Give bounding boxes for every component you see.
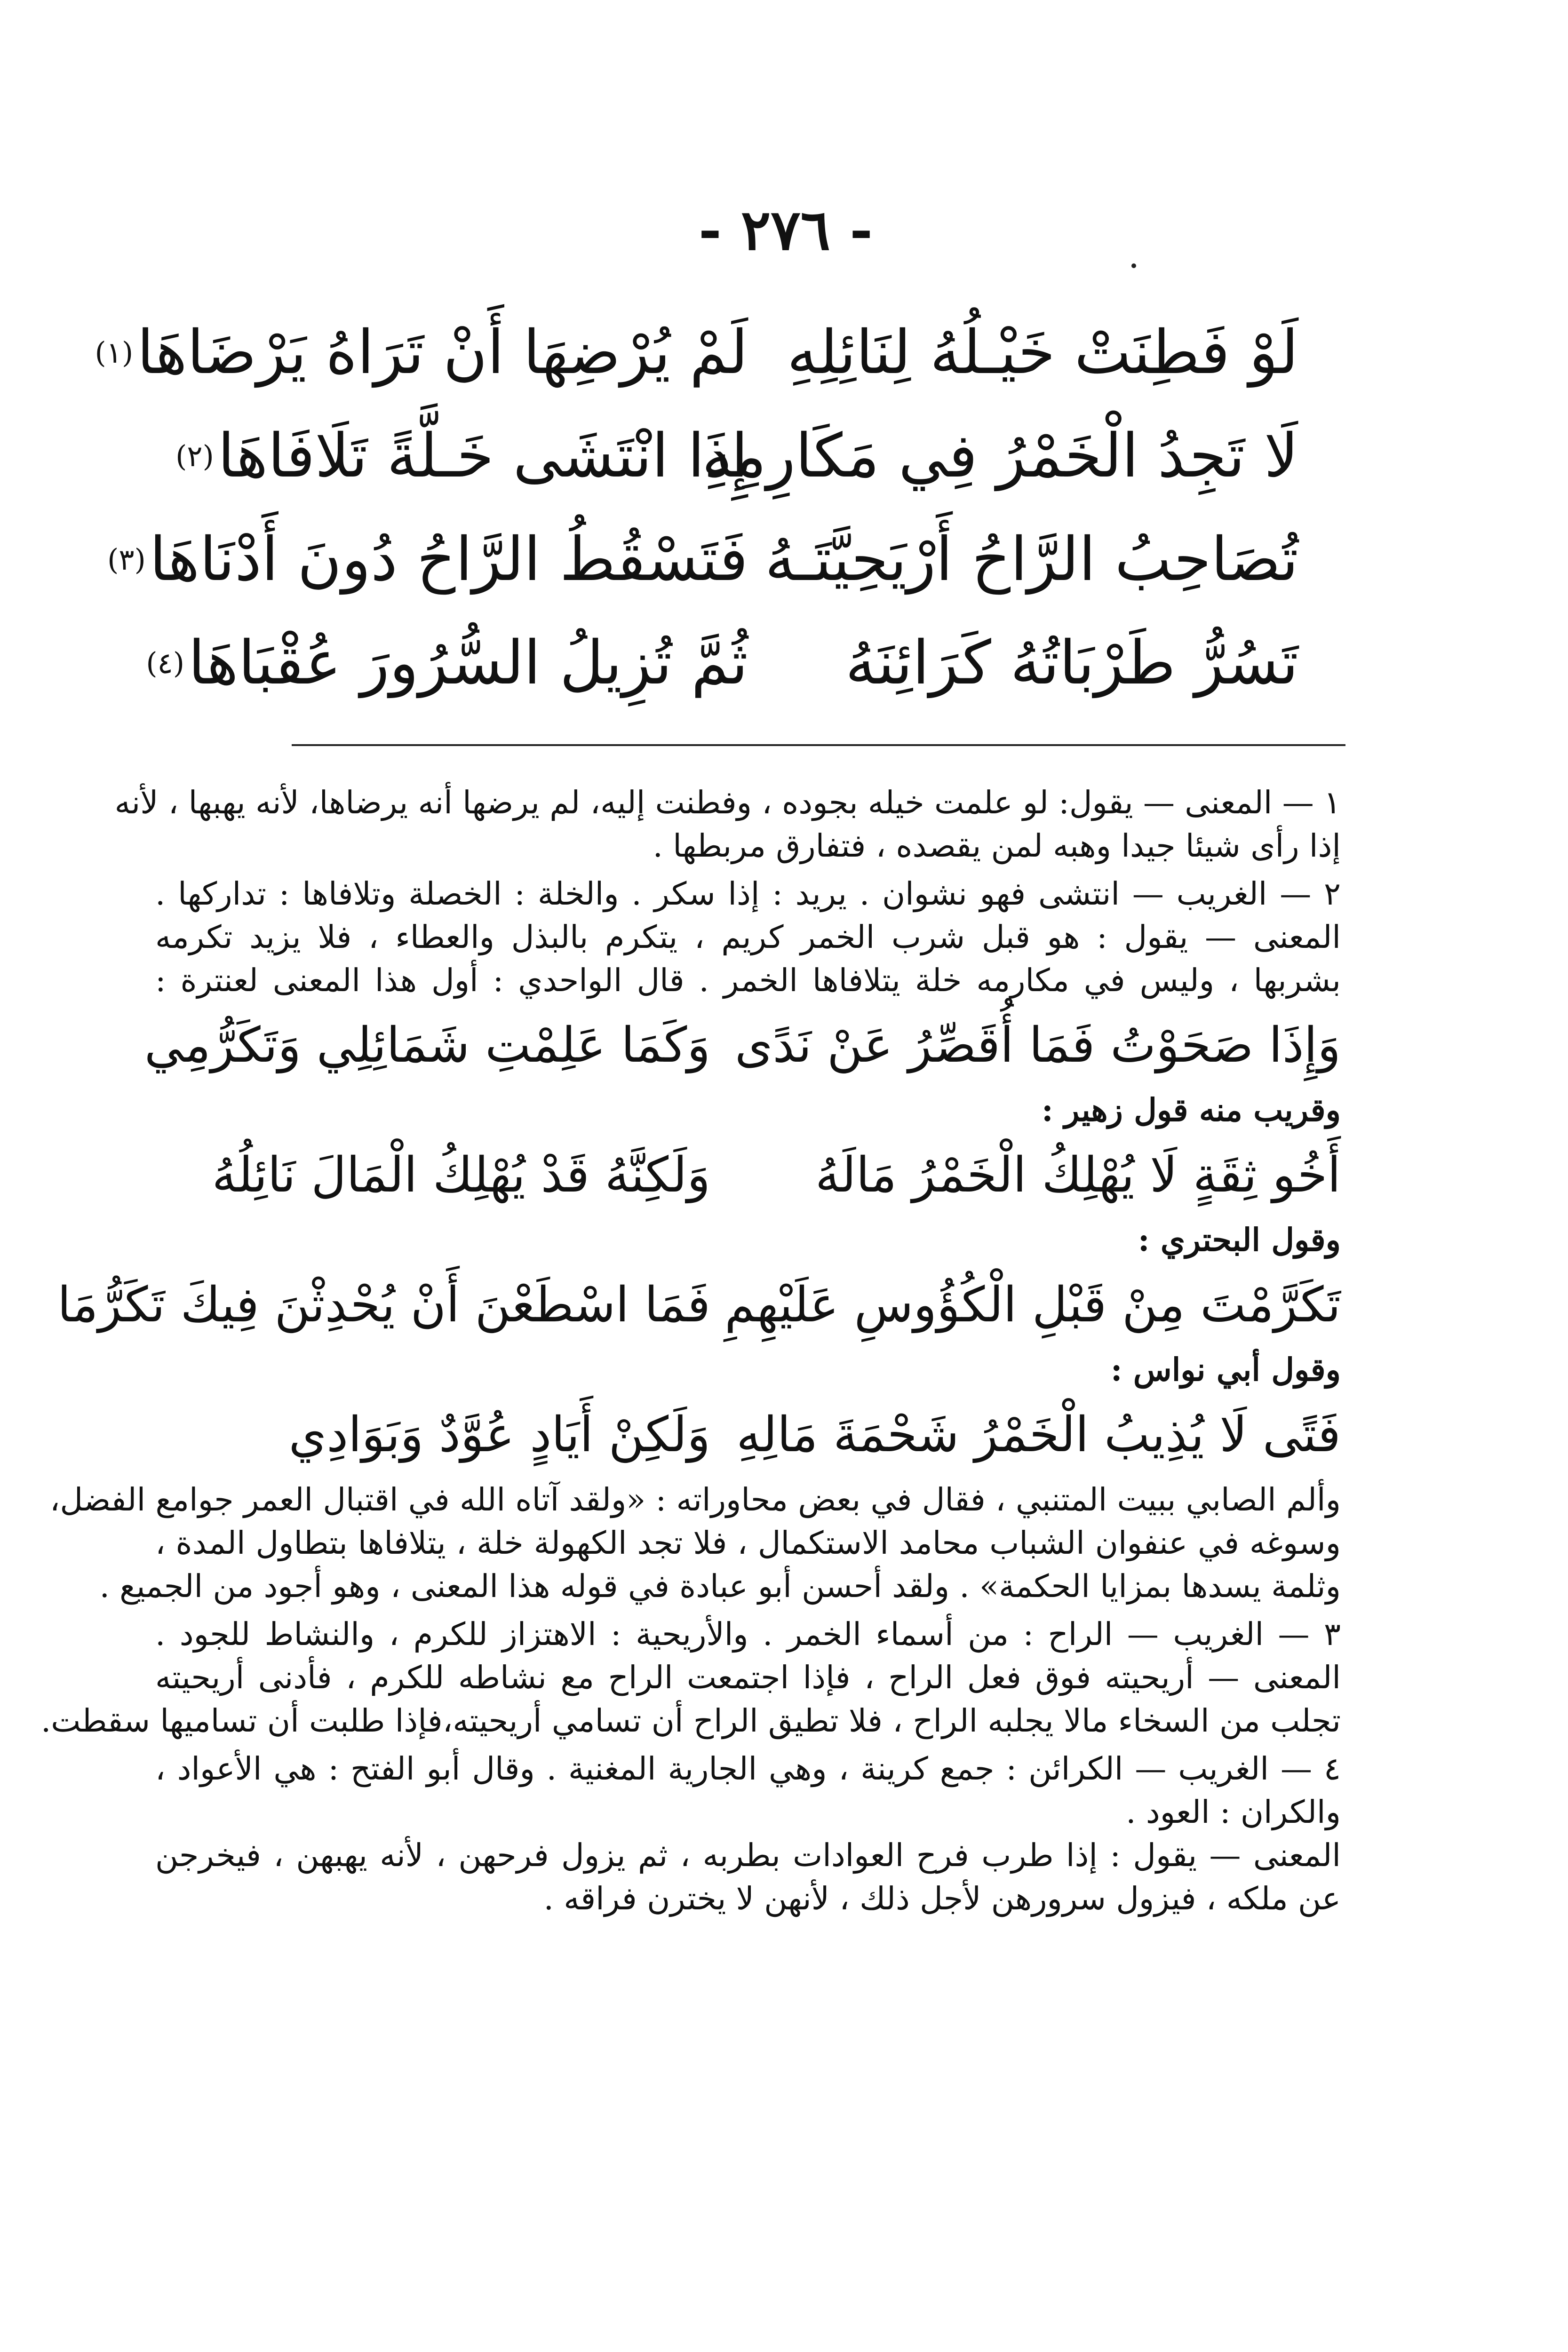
poem-verse xyxy=(175,409,1298,513)
poem-verse xyxy=(146,616,1298,720)
quoted-verse-first-half: تَكَرَّمْتَ مِنْ قَبْلِ الْكُؤُوسِ عَلَيْهِمِ xyxy=(724,1277,1341,1334)
footnote-line: وسوغه في عنفوان الشباب محامد الاستكمال ، فلا تجد الكهولة خلة ، يتلافاها بتطاول المدة ، xyxy=(155,1525,1341,1561)
quoted-verse-first-half: وَإِذَا صَحَوْتُ فَمَا أُقَصِّرُ عَنْ نَدًى xyxy=(734,1017,1341,1074)
footnote-line: المعنى — أريحيته فوق فعل الراح ، فإذا اجتمعت الراح مع نشاطه للكرم ، فأدنى أريحيته xyxy=(155,1659,1341,1696)
footnote-line: المعنى — يقول : هو قبل شرب الخمر كريم ، يتكرم بالبذل والعطاء ، فلا يزيد تكرمه xyxy=(155,919,1341,955)
footnote-line: والكران : العود . xyxy=(1126,1794,1341,1830)
verse-second-hemistich: فَتَسْقُطُ الرَّاحُ دُونَ أَدْنَاهَا (٣) xyxy=(107,524,748,595)
verse-second-hemistich: إِذَا انْتَشَى خَـلَّةً تَلَافَاهَا (٢) xyxy=(175,421,748,492)
footnote-line: ٢ — الغريب — انتشى فهو نشوان . يريد : إذا سكر . والخلة : الخصلة وتلافاها : تداركها . xyxy=(155,875,1341,912)
poem-verse xyxy=(107,513,1298,616)
verse-first-hemistich: لَوْ فَطِنَتْ خَيْـلُهُ لِنَائِلِهِ xyxy=(787,318,1298,388)
footnote-2 xyxy=(49,872,1341,1608)
quoted-verse-first-half: فَتًى لَا يُذِيبُ الْخَمْرُ شَحْمَةَ مَالِهِ xyxy=(736,1406,1341,1463)
quoted-verse-buhturi xyxy=(57,1265,1341,1345)
footnote-line: عن ملكه ، فيزول سرورهن لأجل ذلك ، لأنهن لا يخترن فراقه . xyxy=(543,1880,1341,1917)
footnote-line: بشربها ، وليس في مكارمه خلة يتلافاها الخمر . قال الواحدي : أول هذا المعنى لعنترة : xyxy=(155,962,1341,999)
footnote-marker: (٣) xyxy=(107,542,146,577)
verse-second-hemistich: ثُمَّ تُزِيلُ السُّرُورَ عُقْبَاهَا (٤) xyxy=(146,628,748,699)
footnotes xyxy=(40,781,1341,2352)
footnote-line: وألم الصابي ببيت المتنبي ، فقال في بعض محاوراته : «ولقد آتاه الله في اقتبال العمر جوامع الفضل، xyxy=(49,1481,1341,1518)
footnote-line: المعنى — يقول : إذا طرب فرح العوادات بطربه ، ثم يزول فرحهن ، لأنه يهبهن ، فيخرجن xyxy=(155,1837,1341,1874)
footnote-3 xyxy=(40,1613,1341,1742)
quoted-verse-second-half: وَكَمَا عَلِمْتِ شَمَائِلِي وَتَكَرُّمِي xyxy=(144,1017,710,1074)
verse-first-hemistich: لَا تَجِدُ الْخَمْرُ فِي مَكَارِمِهِ xyxy=(701,421,1298,492)
quoted-verse-second-half: وَلَكِنَّهُ قَدْ يُهْلِكُ الْمَالَ نَائِلُهُ xyxy=(212,1147,710,1204)
quoted-verse-zuhair xyxy=(155,1136,1341,1216)
footnote-line: ٣ — الغريب — الراح : من أسماء الخمر . والأريحية : الاهتزاز للكرم ، والنشاط للجود . xyxy=(155,1616,1341,1653)
footnote-marker: (١) xyxy=(95,335,134,370)
footnote-marker: (٢) xyxy=(175,438,214,473)
poem-block xyxy=(95,306,1298,720)
quoted-verse-first-half: أَخُو ثِقَةٍ لَا يُهْلِكُ الْخَمْرُ مَالَهُ xyxy=(815,1147,1341,1204)
quoted-verse-second-half: فَمَا اسْطَعْنَ أَنْ يُحْدِثْنَ فِيكَ تَكَرُّمَا xyxy=(57,1277,710,1334)
quote-intro: وقول البحتري : xyxy=(1138,1221,1341,1258)
footnote-1 xyxy=(114,781,1341,867)
footnote-line: إذا رأى شيئا جيدا وهبه لمن يقصده ، فتفارق مربطها . xyxy=(653,827,1341,864)
footnote-marker: (٤) xyxy=(146,645,185,680)
verse-first-hemistich: تَسُرُّ طَرْبَاتُهُ كَرَائِنَهُ xyxy=(845,628,1298,699)
footnote-4 xyxy=(155,1747,1341,1920)
footnote-divider xyxy=(292,744,1345,746)
quoted-verse-second-half: وَلَكِنْ أَيَادٍ عُوَّدٌ وَبَوَادِي xyxy=(288,1406,710,1463)
footnote-line: ٤ — الغريب — الكرائن : جمع كرينة ، وهي الجارية المغنية . وقال أبو الفتح : هي الأعواد ، xyxy=(155,1750,1341,1787)
quote-intro: وقريب منه قول زهير : xyxy=(1041,1091,1341,1128)
poem-verse xyxy=(95,306,1298,409)
verse-first-hemistich: تُصَاحِبُ الرَّاحُ أَرْيَحِيَّتَـهُ xyxy=(764,524,1298,595)
footnote-line: وثلمة يسدها بمزايا الحكمة» . ولقد أحسن أبو عبادة في قوله هذا المعنى ، وهو أجود من الجميع . xyxy=(99,1568,1341,1605)
verse-second-hemistich: لَمْ يُرْضِهَا أَنْ تَرَاهُ يَرْضَاهَا (١) xyxy=(95,318,748,388)
footnote-line: تجلب من السخاء مالا يجلبه الراح ، فلا تطيق الراح أن تسامي أريحيته،فإذا طلبت أن تساميها سقطت. xyxy=(40,1702,1341,1739)
quote-intro: وقول أبي نواس : xyxy=(1110,1351,1341,1388)
ink-dot xyxy=(1131,263,1136,268)
footnote-line: ١ — المعنى — يقول: لو علمت خيله بجوده ، وفطنت إليه، لم يرضها أنه يرضاها، لأنه يهبها ، لأنه xyxy=(114,784,1341,821)
quoted-verse-antara xyxy=(144,1006,1341,1086)
page-number: - ٢٧٦ - xyxy=(698,197,873,262)
quoted-verse-abunuwas xyxy=(155,1395,1341,1475)
